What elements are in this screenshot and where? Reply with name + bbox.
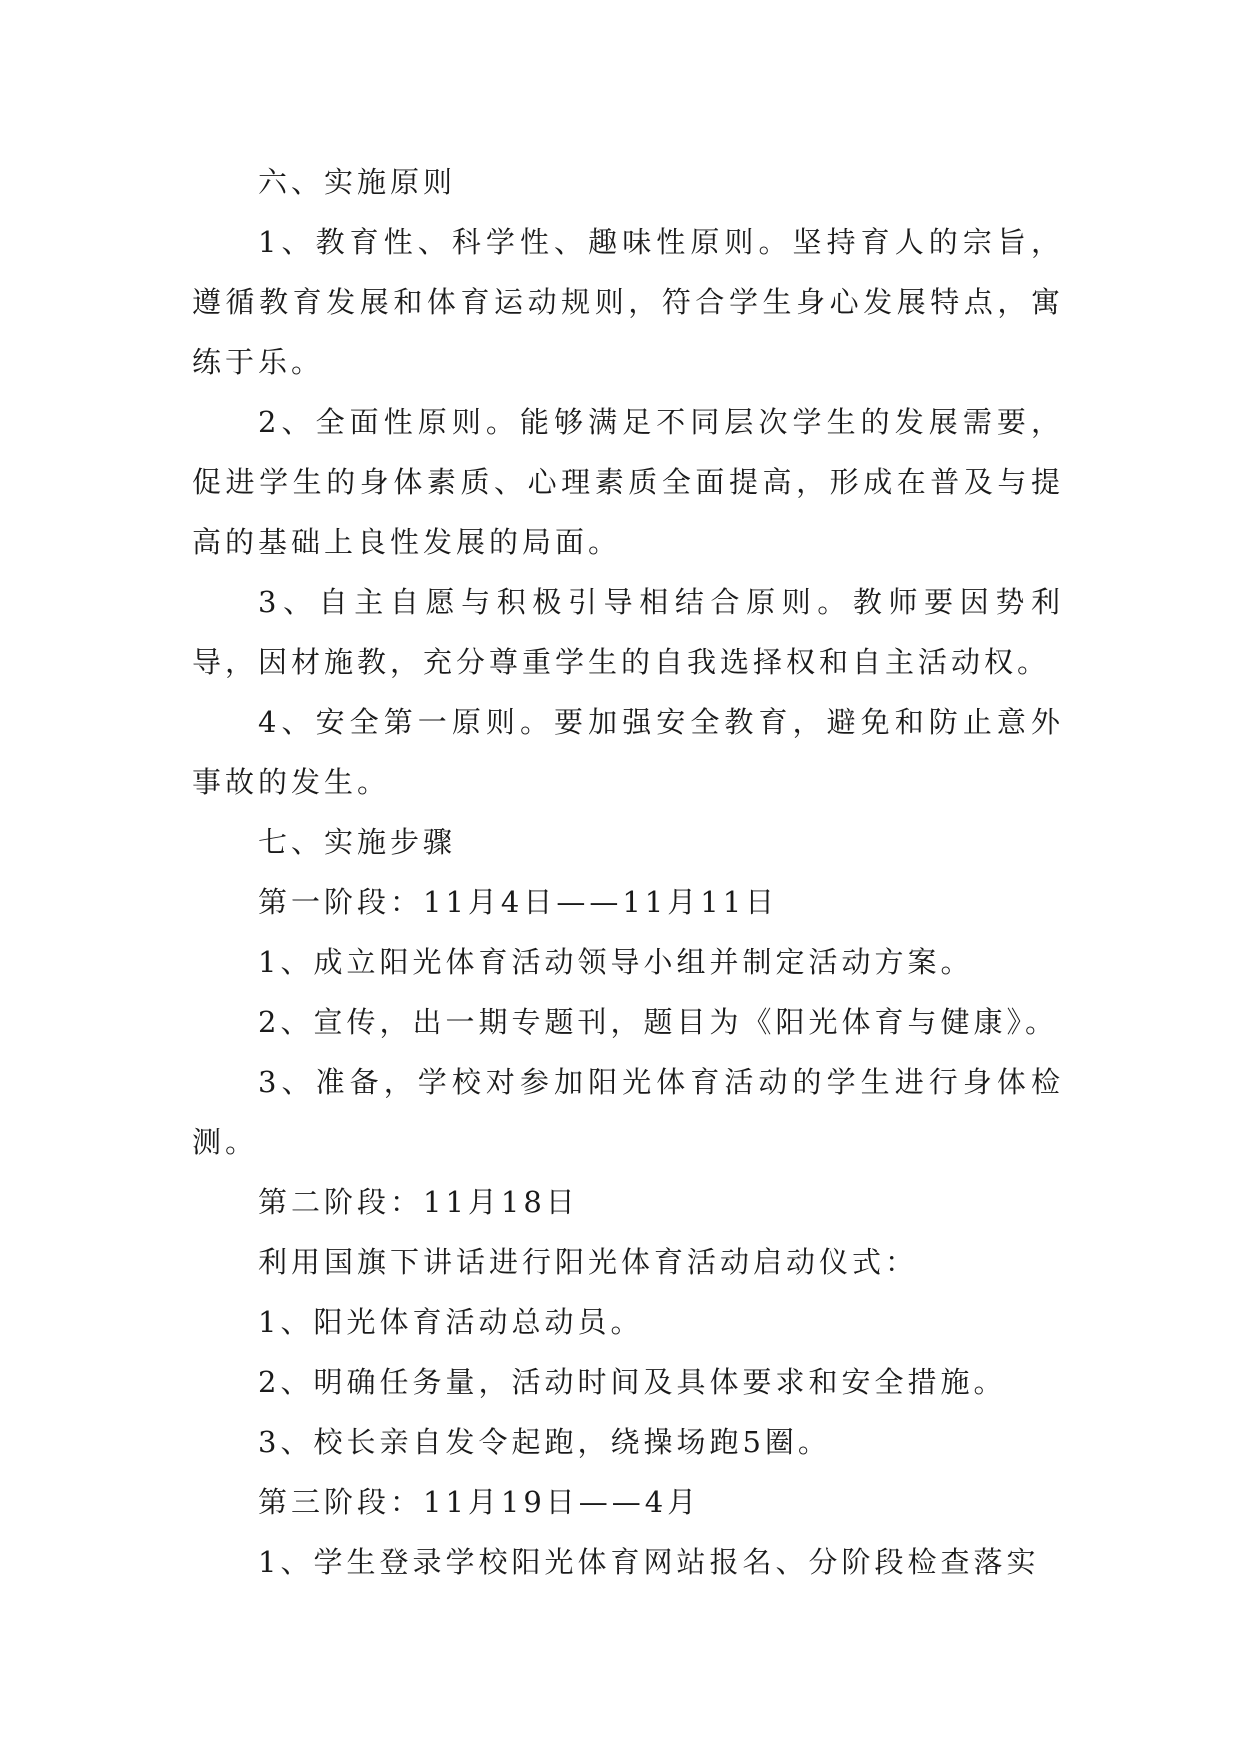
- stage-1-heading: 第一阶段：11月4日——11月11日: [258, 885, 779, 919]
- principle-4-paragraph: 4、安全第一原则。要加强安全教育，避免和防止意外事故的发生。: [192, 705, 1064, 799]
- stage-3-heading: 第三阶段：11月19日——4月: [258, 1485, 701, 1519]
- stage-2-item-1: 1、阳光体育活动总动员。: [258, 1305, 644, 1339]
- document-body: [192, 152, 1064, 1592]
- principle-3-paragraph: 3、自主自愿与积极引导相结合原则。教师要因势利导，因材施教，充分尊重学生的自我选择权和自主活动权。: [192, 585, 1064, 679]
- stage-2-intro: 利用国旗下讲话进行阳光体育活动启动仪式：: [258, 1245, 919, 1279]
- section-heading-implementation-principles: 六、实施原则: [258, 165, 457, 199]
- principle-1-paragraph: 1、教育性、科学性、趣味性原则。坚持育人的宗旨，遵循教育发展和体育运动规则，符合学生身心发展特点，寓练于乐。: [192, 225, 1064, 379]
- stage-1-item-1: 1、成立阳光体育活动领导小组并制定活动方案。: [258, 945, 974, 979]
- stage-2-item-3: 3、校长亲自发令起跑，绕操场跑5圈。: [258, 1425, 831, 1459]
- stage-2-item-2: 2、明确任务量，活动时间及具体要求和安全措施。: [258, 1365, 1007, 1399]
- stage-3-item-1: 1、学生登录学校阳光体育网站报名、分阶段检查落实: [258, 1545, 1040, 1579]
- principle-2-paragraph: 2、全面性原则。能够满足不同层次学生的发展需要，促进学生的身体素质、心理素质全面提高，形成在普及与提高的基础上良性发展的局面。: [192, 405, 1064, 559]
- stage-1-item-3: 3、准备，学校对参加阳光体育活动的学生进行身体检测。: [192, 1065, 1064, 1159]
- stage-1-item-2: 2、宣传，出一期专题刊，题目为《阳光体育与健康》。: [258, 1005, 1058, 1039]
- section-heading-implementation-steps: 七、实施步骤: [258, 825, 457, 859]
- stage-2-heading: 第二阶段：11月18日: [258, 1185, 579, 1219]
